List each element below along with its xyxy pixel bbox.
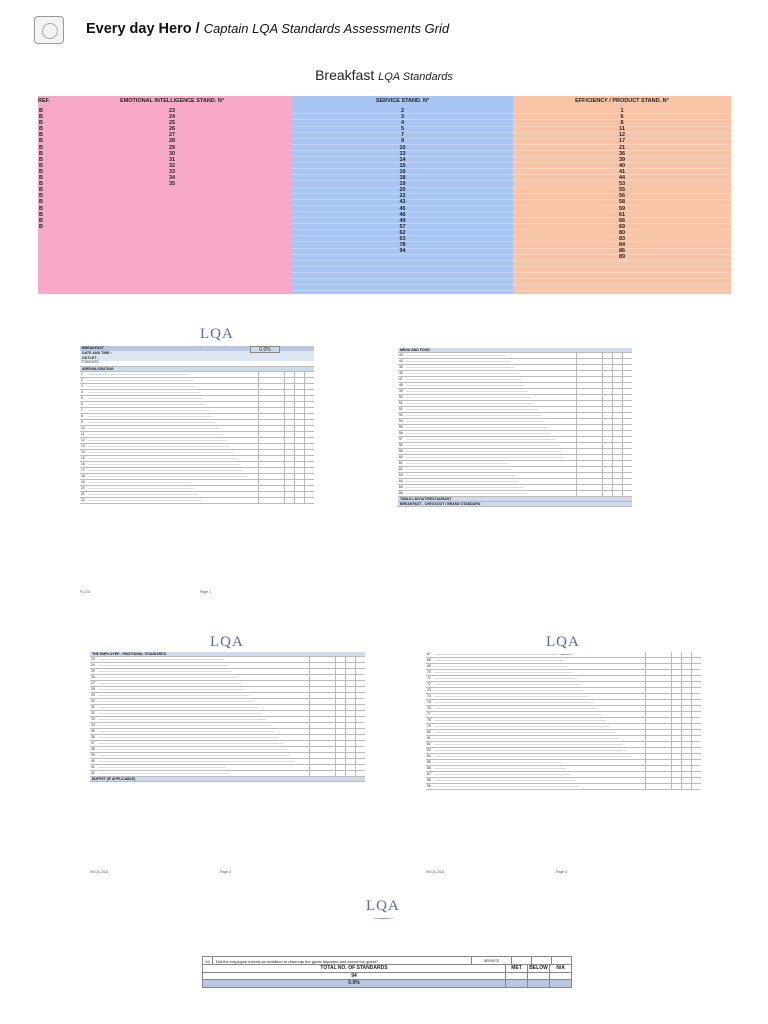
lqa-logo: LQA [200,326,234,347]
grid-cell: B [39,114,43,121]
title-main: Every day Hero [86,21,192,37]
grid-cell: 18 [399,175,406,182]
grid-cell: B [39,187,43,194]
form-row: 79 [426,724,701,730]
totals-table [202,965,572,988]
page1-right-rows [398,353,632,497]
form-row: 1 [80,372,314,378]
form-row: 20 [80,486,314,492]
grid-cell: 12 [618,132,626,139]
title-subtitle: Captain LQA Standards Assessments Grid [203,21,450,36]
form-row: 32 [90,711,365,717]
document-header [0,0,768,60]
page-thumbnail-2 [70,632,382,884]
grid-cell: 35 [168,181,176,188]
form-row: 3 [80,384,314,390]
grid-cell: 21 [618,144,626,151]
grid-cell: B [39,132,43,139]
form-row: 40 [90,759,365,765]
grid-cell: 55 [618,187,626,194]
form-row: 10 [80,426,314,432]
grid-cell: 49 [399,217,406,224]
totals-percent-row: 0.0% [202,980,572,988]
section-emotional: THE EMPLOYEE - EMOTIONAL STANDARDS [90,652,365,657]
form-row: 59 [398,449,632,455]
grid-cell: B [39,156,43,163]
grid-cell: 69 [618,223,626,230]
form-row: 56 [398,431,632,437]
grid-cell: 84 [618,242,626,249]
grid-cell: 80 [618,229,626,236]
form-row: 2 [80,378,314,384]
grid-cell: 59 [618,205,626,212]
form-row: 84 [426,754,701,760]
form-row: 36 [90,735,365,741]
page-thumbnail-4 [190,892,580,1012]
form-row: 49 [398,389,632,395]
form-row: 4 [80,390,314,396]
form-row: 39 [90,753,365,759]
emotional-header: EMOTIONAL INTELLIGENCE STAND. N° [119,98,225,104]
grid-cell: 94 [399,248,406,255]
emotional-column [52,96,292,294]
form-row: 33 [90,717,365,723]
grid-cell: 23 [168,108,176,114]
grid-cell: B [39,138,43,145]
form-row: 25 [90,669,365,675]
ref-header: REF. [38,98,50,104]
grid-cell: 6 [620,114,624,121]
grid-cell: B [39,168,43,175]
service-header: SERVICE STAND. N° [375,98,430,104]
grid-cell: 16 [399,168,406,175]
grid-cell: 83 [618,235,626,242]
grid-cell: B [39,193,43,200]
form-row: 53 [398,413,632,419]
form-row: 75 [426,700,701,706]
grid-cell: 57 [399,223,406,230]
page2-footer-left: 09-Q4-2021 [90,870,109,874]
grid-cell: 5 [400,126,405,133]
form-row: 19 [80,480,314,486]
form-row: 35 [90,729,365,735]
form-row: 43 [398,353,632,359]
form-row: 73 [426,688,701,694]
grid-cell: 61 [618,211,626,218]
grid-cell: 25 [168,120,176,127]
grid-cell: 27 [168,132,176,139]
grid-cell: B [39,120,43,127]
brand-logo [34,16,64,44]
form-row: 5 [80,396,314,402]
form-row: 17 [80,468,314,474]
form-row: 58 [398,443,632,449]
grid-cell: B [39,175,43,182]
grid-cell: 28 [168,138,176,145]
grid-cell: 36 [618,150,626,157]
page1-right-form [398,348,632,507]
grid-cell: 41 [618,168,626,175]
page1-left-form: BREAKFAST DATE AND TIME : OUTLET : STANDARD ARRIVAL/SEATING 1 2 3 4 5 6 7 8 9 10 11 12 13 14 15 16 17 18 19 20 21 22 [80,346,314,504]
form-row: 74 [426,694,701,700]
standards-grid [38,96,731,294]
grid-cell: 1 [620,108,624,114]
form-row: 67 [426,652,701,658]
grid-cell: B [39,162,43,169]
page-thumbnail-1 [70,318,710,598]
totals-value-row: 94 [202,973,572,981]
page1-footer-left: P1.DG [80,590,91,594]
form-row: 23 [90,657,365,663]
form-row: 38 [90,747,365,753]
grid-cell: 20 [399,187,406,194]
grid-cell: 26 [168,126,176,133]
form-row: 54 [398,419,632,425]
grid-cell: 53 [618,181,626,188]
form-row: 9 [80,420,314,426]
section-menu-food: MENU AND FOOD [398,348,632,353]
grid-cell: 22 [399,193,406,200]
section-table-layout: TABLE LAYOUT/RESTAURANT [398,497,632,502]
form-row: 69 [426,664,701,670]
grid-cell: 17 [618,138,626,145]
form-row: 42 [90,771,365,777]
ref-cells [38,108,52,230]
grid-cell: B [39,205,43,212]
form-row: 55 [398,425,632,431]
grid-cell: 66 [618,217,626,224]
page1-footer-right: Page 1 [200,590,212,594]
form-row: 65 [398,485,632,491]
form-row: 64 [398,479,632,485]
form-row: 13 [80,444,314,450]
form-row: 14 [80,450,314,456]
page3-footer-right: Page 3 [556,870,568,874]
grid-cell: 63 [399,235,406,242]
grid-cell: 40 [618,162,626,169]
form-row: 34 [90,723,365,729]
section-title: Breakfast LQA Standards [315,67,453,83]
grid-cell: B [39,144,43,151]
lqa-logo: LQA [210,634,244,655]
form-row: 88 [426,778,701,784]
page-thumbnail-3 [406,632,718,884]
grid-cell: 9 [400,138,405,145]
form-row: 7 [80,408,314,414]
service-column [292,96,513,294]
efficiency-cells [513,108,731,293]
grid-cell: 32 [168,162,176,169]
grid-cell: 58 [618,199,626,206]
form-row: 16 [80,462,314,468]
form-row: 82 [426,742,701,748]
grid-cell: 39 [618,156,626,163]
grid-cell: 89 [618,254,626,261]
grid-cell: 8 [620,120,624,127]
grid-cell: B [39,211,43,218]
form-row: 24 [90,663,365,669]
page3-rows [426,652,701,790]
form-row: 30 [90,699,365,705]
page3-form [426,652,701,790]
form-row: 89 [426,784,701,790]
form-row: 47 [398,377,632,383]
grid-cell: 2 [400,108,405,114]
form-row: 61 [398,461,632,467]
grid-cell: 31 [168,156,176,163]
form-row: 71 [426,676,701,682]
form-row: 72 [426,682,701,688]
form-row: 50 [398,395,632,401]
efficiency-header: EFFICIENCY / PRODUCT STAND. N° [575,98,669,104]
grid-cell: 3 [400,114,405,121]
page-title: Every day Hero / Captain LQA Standards Assessments Grid [86,21,450,37]
form-row: 37 [90,741,365,747]
score-percent: 0.0% [250,346,280,353]
page3-footer-left: 09-Q4-2021 [426,870,445,874]
form-row: 66 [398,491,632,497]
form-row: 81 [426,736,701,742]
form-row: 8 [80,414,314,420]
grid-cell: B [39,223,43,230]
grid-cell: 30 [168,150,176,157]
form-row: 22 [80,498,314,504]
grid-cell: B [39,150,43,157]
section-buffet: BUFFET (IF APPLICABLE) [90,777,365,782]
grid-cell: 19 [399,181,406,188]
form-row: 28 [90,687,365,693]
grid-cell: B [39,108,43,114]
grid-cell: 44 [618,175,626,182]
grid-cell: 11 [619,126,625,133]
grid-cell: 24 [168,114,176,121]
form-row: 60 [398,455,632,461]
final-question-row: 94 Did the employee extend an invitation to return as the guest departed and escort the guest? SERVICE [202,956,572,965]
form-row: 12 [80,438,314,444]
grid-cell: 15 [399,162,406,169]
page2-rows [90,657,365,777]
page1-left-rows [80,372,314,504]
form-row: 51 [398,401,632,407]
lqa-logo: LQA [366,898,400,919]
form-row: 27 [90,681,365,687]
form-row: 44 [398,359,632,365]
grid-cell: 4 [400,120,405,127]
form-row: 15 [80,456,314,462]
page2-footer-right: Page 2 [220,870,232,874]
grid-cell: 78 [399,242,406,249]
grid-cell: B [39,217,43,224]
grid-cell: 14 [399,156,406,163]
grid-cell: 34 [168,175,176,182]
form-row: 26 [90,675,365,681]
form-row: 41 [90,765,365,771]
form-row: 83 [426,748,701,754]
grid-cell: 10 [399,144,406,151]
form-row: 85 [426,760,701,766]
grid-cell: 7 [400,132,405,139]
form-row: 29 [90,693,365,699]
lqa-logo: LQA [546,634,580,655]
grid-cell: 29 [168,144,176,151]
grid-cell: 45 [399,205,406,212]
form-header: BREAKFAST [80,346,314,351]
form-row: 18 [80,474,314,480]
form-row: 31 [90,705,365,711]
emotional-cells [52,108,292,187]
section-subtitle: LQA Standards [378,71,453,83]
form-row: 68 [426,658,701,664]
grid-cell: B [39,199,43,206]
grid-cell: 62 [399,229,406,236]
grid-cell: 13 [399,150,406,157]
form-row: 52 [398,407,632,413]
grid-cell: B [39,126,43,133]
section-arrival: ARRIVAL/SEATING [80,367,314,372]
form-row: 76 [426,706,701,712]
efficiency-column [513,96,731,294]
form-row: 6 [80,402,314,408]
form-row: 78 [426,718,701,724]
grid-cell: 86 [618,248,626,255]
form-row: 57 [398,437,632,443]
form-row: 77 [426,712,701,718]
grid-cell: 46 [399,211,406,218]
form-row: 80 [426,730,701,736]
grid-cell: 56 [618,193,626,200]
form-row: 63 [398,473,632,479]
form-row: 46 [398,371,632,377]
page2-form [90,652,365,782]
form-row: 87 [426,772,701,778]
grid-cell: 43 [399,199,406,206]
form-row: 11 [80,432,314,438]
grid-cell: 33 [168,168,176,175]
form-row: 62 [398,467,632,473]
form-row: 21 [80,492,314,498]
totals-header-row: TOTAL NO. OF STANDARDS MET BELOW N/A [202,965,572,973]
service-cells [292,108,513,293]
form-row: 45 [398,365,632,371]
form-row: 48 [398,383,632,389]
ref-column [38,96,52,294]
section-checkout: BREAKFAST - CHECKOUT / BRAND STANDARD [398,502,632,507]
form-row: 70 [426,670,701,676]
grid-cell: B [39,181,43,188]
form-row: 86 [426,766,701,772]
